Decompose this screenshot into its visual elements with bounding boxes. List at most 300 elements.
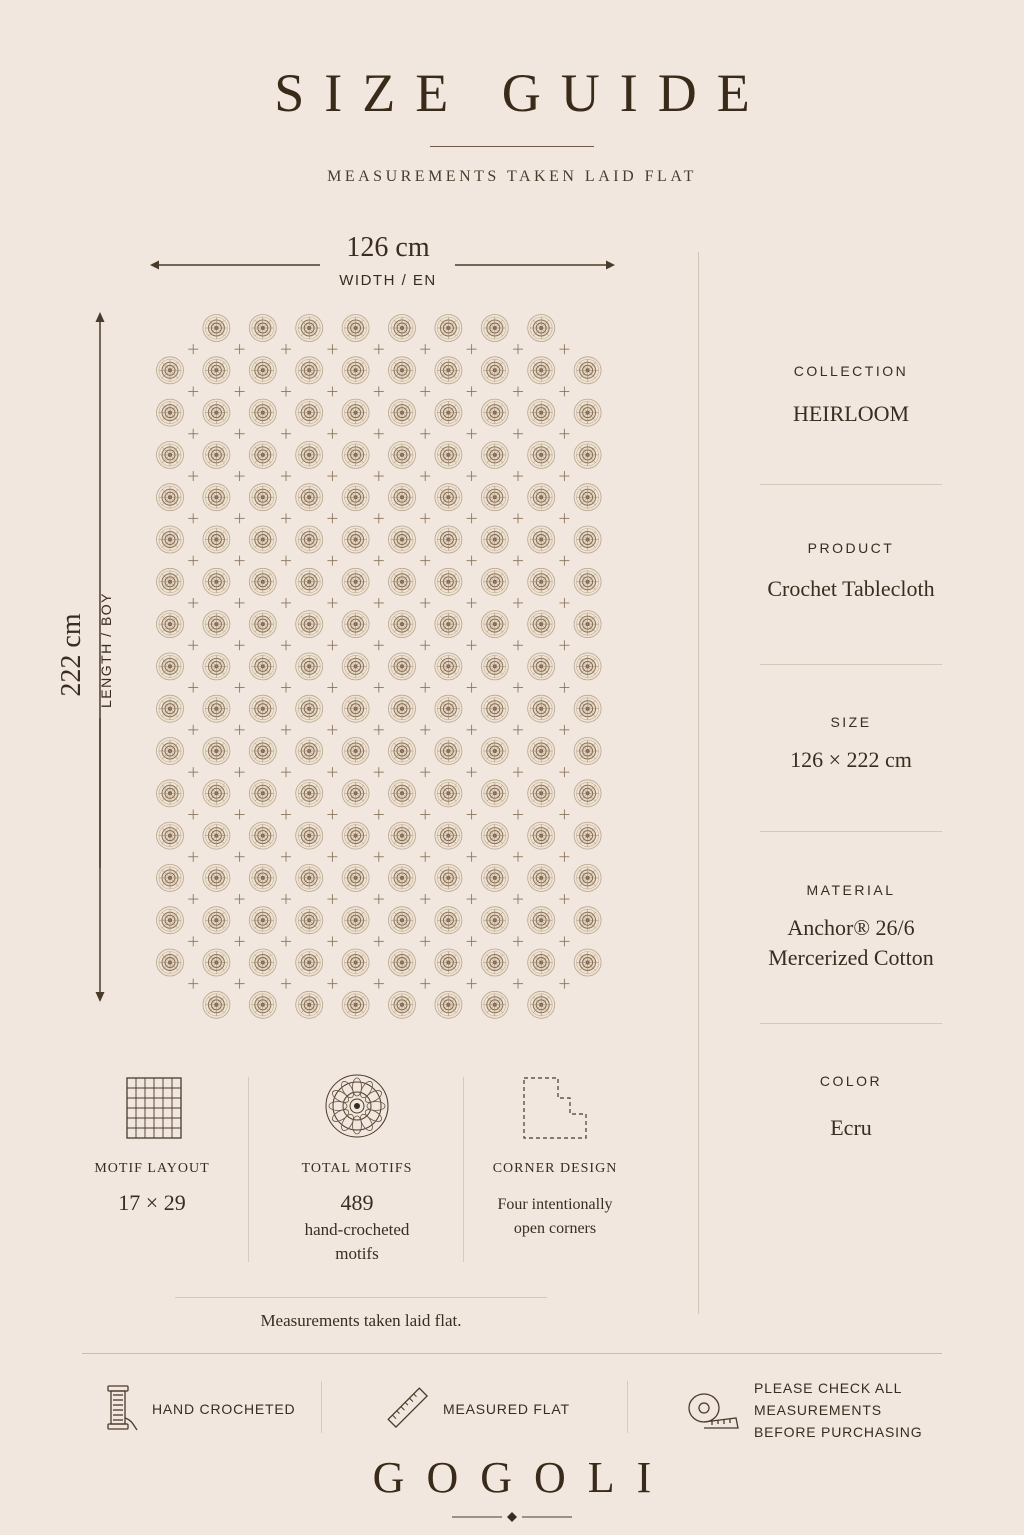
- crochet-motif: [296, 907, 323, 934]
- crochet-motif: [249, 907, 276, 934]
- crochet-motif: [296, 864, 323, 891]
- crochet-motif: [574, 907, 601, 934]
- crochet-motif: [203, 738, 230, 765]
- crochet-motif: [528, 991, 555, 1018]
- crochet-motif: [528, 949, 555, 976]
- crochet-motif: [296, 738, 323, 765]
- crochet-motif: [296, 315, 323, 342]
- motif-join: [513, 936, 523, 946]
- motif-join: [235, 725, 245, 735]
- motif-join: [374, 640, 384, 650]
- care-measured-flat: MEASURED FLAT: [443, 1401, 570, 1417]
- crochet-motif: [389, 822, 416, 849]
- spec-value-material-line1: Anchor® 26/6: [787, 915, 915, 940]
- feature-label-motif-layout: MOTIF LAYOUT: [94, 1161, 210, 1176]
- motif-join: [467, 725, 477, 735]
- crochet-motif: [389, 695, 416, 722]
- motif-join: [235, 429, 245, 439]
- motif-join: [235, 513, 245, 523]
- motif-join: [235, 767, 245, 777]
- motif-join: [374, 683, 384, 693]
- motif-join: [467, 852, 477, 862]
- motif-join: [188, 767, 198, 777]
- crochet-motif: [249, 864, 276, 891]
- crochet-motif: [574, 357, 601, 384]
- motif-join: [374, 767, 384, 777]
- crochet-motif: [574, 695, 601, 722]
- crochet-motif: [435, 780, 462, 807]
- motif-join: [467, 767, 477, 777]
- crochet-motif: [481, 864, 508, 891]
- motif-join: [327, 725, 337, 735]
- motif-join: [559, 725, 569, 735]
- motif-join: [513, 894, 523, 904]
- crochet-motif: [574, 441, 601, 468]
- motif-join: [188, 471, 198, 481]
- crochet-motif: [389, 611, 416, 638]
- crochet-motif: [296, 611, 323, 638]
- crochet-motif: [574, 526, 601, 553]
- motif-join: [559, 767, 569, 777]
- crochet-motif: [481, 738, 508, 765]
- crochet-motif: [203, 357, 230, 384]
- crochet-motif: [157, 357, 184, 384]
- crochet-motif: [389, 949, 416, 976]
- motif-join: [188, 809, 198, 819]
- crochet-motif: [157, 822, 184, 849]
- crochet-motif: [528, 611, 555, 638]
- spec-divider: [760, 1023, 942, 1024]
- crochet-motif: [342, 399, 369, 426]
- brand-ornament: [452, 1509, 572, 1525]
- crochet-motif: [389, 399, 416, 426]
- crochet-motif: [203, 864, 230, 891]
- crochet-motif: [203, 949, 230, 976]
- spec-value-material-line2: Mercerized Cotton: [768, 945, 934, 970]
- motif-join: [513, 809, 523, 819]
- motif-join: [513, 598, 523, 608]
- crochet-motif: [528, 653, 555, 680]
- length-label: LENGTH / BOY: [98, 591, 114, 709]
- crochet-motif: [203, 441, 230, 468]
- motif-join: [235, 598, 245, 608]
- crochet-motif: [481, 822, 508, 849]
- crochet-motif: [528, 695, 555, 722]
- motif-join: [559, 513, 569, 523]
- motif-join: [188, 894, 198, 904]
- crochet-motif: [296, 949, 323, 976]
- spec-value-color: Ecru: [830, 1115, 872, 1140]
- crochet-motif: [435, 526, 462, 553]
- motif-join: [235, 344, 245, 354]
- crochet-motif: [342, 949, 369, 976]
- motif-join: [188, 640, 198, 650]
- crochet-motif: [481, 357, 508, 384]
- motif-join: [420, 556, 430, 566]
- motif-join: [420, 513, 430, 523]
- crochet-motif: [296, 991, 323, 1018]
- motif-join: [327, 683, 337, 693]
- motif-join: [281, 598, 291, 608]
- motif-join: [281, 809, 291, 819]
- crochet-motif: [435, 357, 462, 384]
- crochet-motif: [157, 484, 184, 511]
- crochet-motif: [249, 822, 276, 849]
- crochet-motif: [342, 611, 369, 638]
- crochet-motif: [157, 864, 184, 891]
- crochet-motif: [296, 441, 323, 468]
- motif-join: [327, 936, 337, 946]
- crochet-motif: [296, 822, 323, 849]
- motif-join: [559, 556, 569, 566]
- motif-join: [281, 683, 291, 693]
- motif-join: [281, 640, 291, 650]
- motif-join: [420, 640, 430, 650]
- motif-join: [467, 809, 477, 819]
- motif-join: [374, 386, 384, 396]
- crochet-motif: [481, 568, 508, 595]
- motif-join: [513, 767, 523, 777]
- motif-join: [374, 344, 384, 354]
- motif-join: [327, 809, 337, 819]
- spec-label-color: COLOR: [819, 1073, 883, 1089]
- crochet-motif: [481, 653, 508, 680]
- corner-icon: [522, 1076, 590, 1140]
- crochet-motif: [435, 315, 462, 342]
- motif-join: [235, 471, 245, 481]
- motif-join: [467, 556, 477, 566]
- crochet-motif: [342, 695, 369, 722]
- crochet-motif: [481, 526, 508, 553]
- motif-join: [188, 386, 198, 396]
- motif-join: [235, 683, 245, 693]
- motif-join: [420, 725, 430, 735]
- crochet-motif: [342, 780, 369, 807]
- motif-join: [559, 429, 569, 439]
- crochet-motif: [435, 695, 462, 722]
- spec-value-collection: HEIRLOOM: [792, 401, 910, 426]
- crochet-motif: [481, 780, 508, 807]
- crochet-motif: [389, 864, 416, 891]
- crochet-motif: [435, 822, 462, 849]
- crochet-motif: [574, 484, 601, 511]
- crochet-motif: [249, 949, 276, 976]
- motif-join: [188, 683, 198, 693]
- motif-join: [235, 852, 245, 862]
- motif-join: [467, 979, 477, 989]
- crochet-motif: [481, 695, 508, 722]
- crochet-motif: [342, 526, 369, 553]
- motif-join: [327, 513, 337, 523]
- motif-join: [188, 936, 198, 946]
- crochet-motif: [481, 949, 508, 976]
- ruler-icon: [384, 1384, 432, 1432]
- feature-value-motif-layout: 17 × 29: [118, 1190, 186, 1215]
- motif-join: [513, 471, 523, 481]
- motif-join: [467, 386, 477, 396]
- motif-icon: [322, 1071, 392, 1141]
- crochet-motif: [528, 441, 555, 468]
- crochet-motif: [481, 991, 508, 1018]
- motif-join: [559, 979, 569, 989]
- motif-join: [327, 556, 337, 566]
- motif-join: [420, 979, 430, 989]
- motif-join: [235, 979, 245, 989]
- spool-icon: [104, 1384, 140, 1434]
- page-title: SIZE GUIDE: [274, 63, 770, 123]
- crochet-motif: [389, 526, 416, 553]
- motif-join: [281, 471, 291, 481]
- crochet-motif: [574, 738, 601, 765]
- motif-join: [235, 386, 245, 396]
- crochet-motif: [157, 611, 184, 638]
- spec-value-product: Crochet Tablecloth: [767, 576, 935, 601]
- motif-join: [188, 429, 198, 439]
- crochet-motif: [528, 738, 555, 765]
- motif-join: [513, 513, 523, 523]
- width-label: WIDTH / EN: [339, 272, 437, 289]
- crochet-motif: [342, 315, 369, 342]
- motif-join: [235, 809, 245, 819]
- crochet-motif: [249, 611, 276, 638]
- crochet-motif: [574, 568, 601, 595]
- motif-join: [559, 471, 569, 481]
- motif-join: [374, 979, 384, 989]
- motif-join: [188, 979, 198, 989]
- motif-join: [327, 767, 337, 777]
- crochet-motif: [528, 568, 555, 595]
- width-arrow-left: [150, 257, 320, 273]
- motif-join: [559, 683, 569, 693]
- crochet-motif: [203, 991, 230, 1018]
- motif-join: [281, 513, 291, 523]
- crochet-motif: [203, 822, 230, 849]
- tablecloth-illustration: [145, 300, 620, 1020]
- crochet-motif: [157, 780, 184, 807]
- crochet-motif: [203, 484, 230, 511]
- crochet-motif: [342, 484, 369, 511]
- grid-icon: [126, 1077, 182, 1139]
- feature-sub-total-motifs: hand-crocheted motifs: [304, 1220, 410, 1263]
- motif-join: [420, 344, 430, 354]
- motif-join: [420, 386, 430, 396]
- motif-join: [420, 936, 430, 946]
- motif-join: [420, 852, 430, 862]
- crochet-motif: [481, 315, 508, 342]
- motif-join: [374, 852, 384, 862]
- motif-join: [327, 894, 337, 904]
- crochet-motif: [528, 484, 555, 511]
- column-divider: [698, 252, 699, 1314]
- crochet-motif: [296, 568, 323, 595]
- motif-join: [281, 767, 291, 777]
- crochet-motif: [389, 568, 416, 595]
- crochet-motif: [157, 653, 184, 680]
- crochet-motif: [249, 399, 276, 426]
- crochet-motif: [249, 357, 276, 384]
- crochet-motif: [574, 949, 601, 976]
- crochet-motif: [435, 864, 462, 891]
- crochet-motif: [528, 357, 555, 384]
- crochet-motif: [342, 738, 369, 765]
- motif-join: [281, 344, 291, 354]
- crochet-motif: [157, 399, 184, 426]
- crochet-motif: [342, 357, 369, 384]
- motif-join: [559, 386, 569, 396]
- crochet-motif: [249, 695, 276, 722]
- spec-label-product: PRODUCT: [807, 540, 895, 556]
- crochet-motif: [203, 653, 230, 680]
- crochet-motif: [342, 991, 369, 1018]
- crochet-motif: [296, 357, 323, 384]
- crochet-motif: [157, 695, 184, 722]
- crochet-motif: [249, 526, 276, 553]
- brand-logo: GOGOLI: [372, 1453, 674, 1502]
- crochet-motif: [249, 315, 276, 342]
- crochet-motif: [249, 991, 276, 1018]
- motif-join: [235, 640, 245, 650]
- crochet-motif: [435, 653, 462, 680]
- motif-join: [374, 725, 384, 735]
- motif-join: [420, 894, 430, 904]
- crochet-motif: [203, 780, 230, 807]
- crochet-motif: [481, 484, 508, 511]
- motif-join: [327, 640, 337, 650]
- motif-join: [281, 556, 291, 566]
- crochet-motif: [157, 949, 184, 976]
- crochet-motif: [389, 738, 416, 765]
- motif-join: [327, 979, 337, 989]
- motif-join: [467, 513, 477, 523]
- motif-join: [467, 344, 477, 354]
- crochet-motif: [203, 526, 230, 553]
- page-subtitle: MEASUREMENTS TAKEN LAID FLAT: [327, 168, 697, 185]
- motif-join: [513, 725, 523, 735]
- crochet-motif: [389, 991, 416, 1018]
- crochet-motif: [574, 864, 601, 891]
- crochet-motif: [342, 907, 369, 934]
- crochet-motif: [528, 864, 555, 891]
- crochet-motif: [389, 653, 416, 680]
- motif-join: [467, 429, 477, 439]
- spec-label-size: SIZE: [830, 714, 872, 730]
- motif-join: [513, 683, 523, 693]
- crochet-motif: [249, 568, 276, 595]
- motif-join: [374, 894, 384, 904]
- crochet-motif: [203, 695, 230, 722]
- length-value: 222 cm: [56, 613, 87, 697]
- motif-join: [559, 894, 569, 904]
- motif-join: [374, 429, 384, 439]
- motif-join: [420, 429, 430, 439]
- crochet-motif: [574, 653, 601, 680]
- motif-join: [188, 725, 198, 735]
- note-divider: [175, 1297, 547, 1298]
- tape-measure-icon: [686, 1390, 742, 1432]
- crochet-motif: [342, 441, 369, 468]
- crochet-motif: [296, 780, 323, 807]
- motif-join: [188, 513, 198, 523]
- motif-join: [513, 429, 523, 439]
- crochet-motif: [528, 526, 555, 553]
- care-check-measurements: PLEASE CHECK ALL MEASUREMENTS BEFORE PURCHASING: [754, 1380, 923, 1440]
- motif-join: [327, 429, 337, 439]
- crochet-motif: [389, 357, 416, 384]
- motif-join: [420, 809, 430, 819]
- crochet-motif: [435, 949, 462, 976]
- crochet-motif: [342, 653, 369, 680]
- spec-divider: [760, 831, 942, 832]
- crochet-motif: [574, 822, 601, 849]
- crochet-motif: [481, 907, 508, 934]
- crochet-motif: [203, 568, 230, 595]
- motif-join: [374, 556, 384, 566]
- feature-divider: [463, 1077, 464, 1262]
- motif-join: [188, 556, 198, 566]
- motif-join: [281, 979, 291, 989]
- crochet-motif: [249, 441, 276, 468]
- crochet-motif: [203, 399, 230, 426]
- motif-join: [188, 598, 198, 608]
- crochet-motif: [203, 611, 230, 638]
- motif-join: [559, 640, 569, 650]
- crochet-motif: [296, 484, 323, 511]
- crochet-motif: [157, 526, 184, 553]
- feature-value-total-motifs: 489: [340, 1190, 374, 1215]
- crochet-motif: [481, 399, 508, 426]
- spec-divider: [760, 484, 942, 485]
- motif-join: [281, 894, 291, 904]
- motif-join: [374, 936, 384, 946]
- motif-join: [188, 852, 198, 862]
- crochet-motif: [296, 695, 323, 722]
- crochet-motif: [389, 907, 416, 934]
- footer-divider: [82, 1353, 942, 1354]
- crochet-motif: [435, 568, 462, 595]
- crochet-motif: [435, 991, 462, 1018]
- motif-join: [467, 894, 477, 904]
- feature-label-corner-design: CORNER DESIGN: [492, 1161, 618, 1176]
- motif-join: [374, 471, 384, 481]
- motif-join: [559, 936, 569, 946]
- crochet-motif: [481, 441, 508, 468]
- crochet-motif: [435, 399, 462, 426]
- motif-join: [374, 809, 384, 819]
- motif-join: [559, 598, 569, 608]
- crochet-motif: [389, 441, 416, 468]
- crochet-motif: [435, 484, 462, 511]
- motif-join: [327, 852, 337, 862]
- crochet-motif: [296, 399, 323, 426]
- motif-join: [420, 471, 430, 481]
- crochet-motif: [157, 568, 184, 595]
- spec-value-size: 126 × 222 cm: [790, 747, 912, 772]
- motif-join: [513, 640, 523, 650]
- motif-join: [235, 556, 245, 566]
- crochet-motif: [296, 653, 323, 680]
- motif-join: [281, 852, 291, 862]
- crochet-motif: [574, 399, 601, 426]
- crochet-motif: [528, 822, 555, 849]
- crochet-motif: [249, 484, 276, 511]
- crochet-motif: [203, 907, 230, 934]
- crochet-motif: [389, 315, 416, 342]
- crochet-motif: [481, 611, 508, 638]
- feature-sub-corner-design: Four intentionally open corners: [497, 1196, 613, 1237]
- motif-join: [188, 344, 198, 354]
- care-hand-crocheted: HAND CROCHETED: [152, 1401, 296, 1417]
- motif-join: [513, 344, 523, 354]
